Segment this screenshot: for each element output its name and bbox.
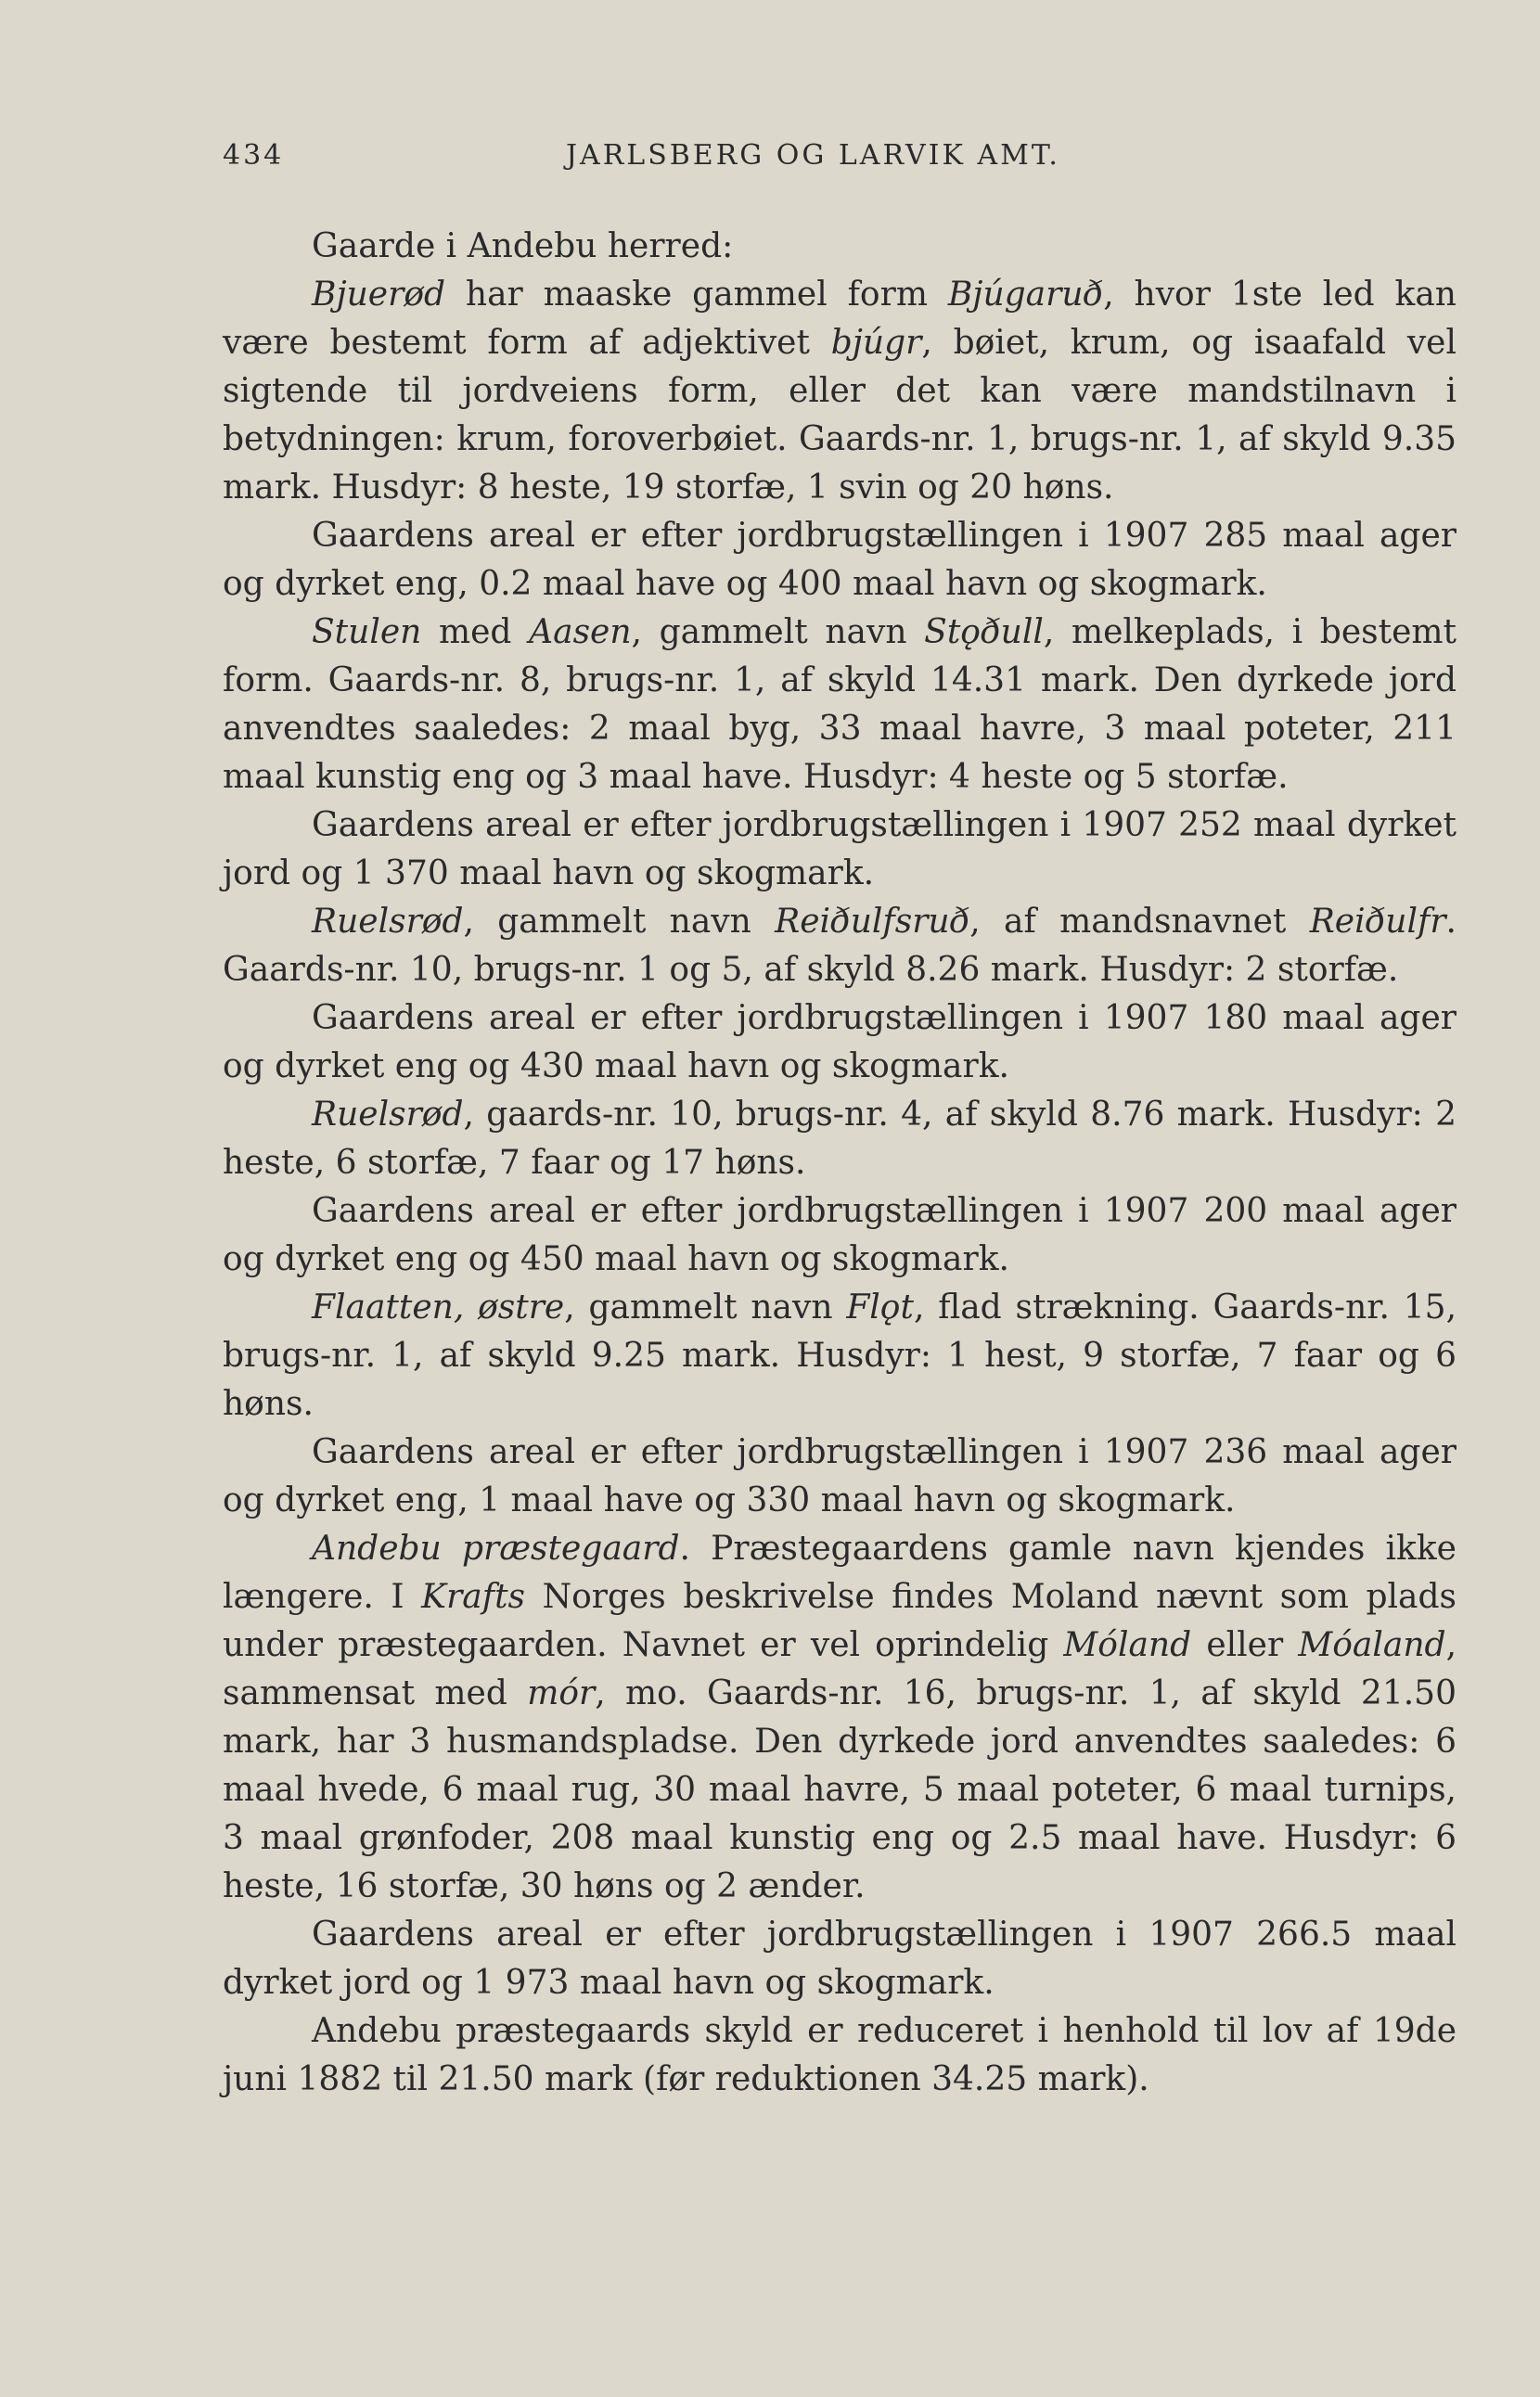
text-run: . Gaards-nr. 10, brugs-nr. 1 og 5, af skyld 8.26 mark. Husdyr: 2 storfæ. [223, 903, 1457, 989]
italic-term: Móland [1063, 1626, 1192, 1664]
text-run: har maaske gammel form [445, 276, 948, 314]
paragraph-ruelsrod-1-areal [223, 994, 1457, 1091]
paragraph-stulen [223, 609, 1457, 801]
paragraph-bjuerod [223, 271, 1457, 512]
text-run: Norges beskrivelse findes Moland nævnt som plads under præstegaarden. Navnet er vel oprindelig [223, 1578, 1457, 1664]
text-run: , flad strækning. Gaards-nr. 15, brugs-nr. 1, af skyld 9.25 mark. Husdyr: 1 hest, 9 storfæ, 7 faar og 6 høns. [223, 1288, 1457, 1423]
italic-term: Reiðulfsruð [775, 903, 970, 941]
paragraph-praestegaard-areal [223, 1911, 1457, 2007]
italic-term: Andebu præstegaard [312, 1530, 680, 1568]
italic-term: Krafts [421, 1578, 526, 1616]
text-run: , mo. Gaards-nr. 16, brugs-nr. 1, af skyld 21.50 mark, har 3 husmandspladse. Den dyrkede jord anvendtes saaledes: 6 maal hvede, 6 maal rug, 30 maal havre, 5 maal poteter, 6 maal turnips, 3 maal grønfoder, 208 maal kunstig eng og 2.5 maal have. Husdyr: 6 heste, 16 storfæ, 30 høns og 2 ænder. [223, 1674, 1457, 1905]
paragraph-stulen-areal [223, 801, 1457, 898]
italic-term: bjúgr [830, 324, 922, 362]
text-run: , hvor 1ste led kan være bestemt form af adjektivet [223, 276, 1457, 362]
text-run: , melkeplads, i bestemt form. Gaards-nr. 8, brugs-nr. 1, af skyld 14.31 mark. Den dyrkede jord anvendtes saaledes: 2 maal byg, 33 maal havre, 3 maal poteter, 211 maal kunstig eng og 3 maal have. Husdyr: 4 heste og 5 storfæ. [223, 613, 1457, 796]
text-run: Gaardens areal er efter jordbrugstællingen i 1907 180 maal ager og dyrket eng og 430 maal havn og skogmark. [223, 999, 1457, 1085]
text-run: , bøiet, krum, og isaafald vel sigtende til jordveiens form, eller det kan være mandstilnavn i betydningen: krum, foroverbøiet. Gaards-nr. 1, brugs-nr. 1, af skyld 9.35 mark. Husdyr: 8 heste, 19 storfæ, 1 svin og 20 høns. [223, 324, 1457, 506]
italic-term: Bjuerød [312, 276, 446, 314]
italic-term: Bjúgaruð [947, 276, 1104, 314]
paragraph-praestegaard-skyld [223, 2007, 1457, 2104]
page-number: 434 [223, 139, 285, 172]
italic-term: Stǫðull [924, 613, 1044, 651]
text-run: Gaarde i Andebu herred: [312, 227, 734, 265]
page-header [223, 139, 1457, 186]
italic-term: Flaatten, østre [312, 1288, 565, 1327]
paragraph-ruelsrod-2 [223, 1091, 1457, 1187]
italic-term: Stulen [312, 613, 422, 651]
text-run: Gaardens areal er efter jordbrugstællingen i 1907 252 maal dyrket jord og 1 370 maal havn og skogmark. [223, 806, 1457, 892]
text-run: Gaardens areal er efter jordbrugstællingen i 1907 236 maal ager og dyrket eng, 1 maal have og 330 maal havn og skogmark. [223, 1433, 1457, 1519]
text-run: Andebu præstegaards skyld er reduceret i henhold til lov af 19de juni 1882 til 21.50 mark (før reduktionen 34.25 mark). [223, 2012, 1457, 2098]
text-run: , gammelt navn [631, 613, 925, 651]
paragraph-flaatten [223, 1284, 1457, 1429]
body-text [223, 223, 1457, 2104]
text-run: med [421, 613, 530, 651]
italic-term: Ruelsrød [312, 903, 464, 941]
italic-term: Aasen [529, 613, 632, 651]
paragraph-ruelsrod-1 [223, 898, 1457, 994]
text-run: , gaards-nr. 10, brugs-nr. 4, af skyld 8.76 mark. Husdyr: 2 heste, 6 storfæ, 7 faar og 17 høns. [223, 1096, 1457, 1182]
text-run: , af mandsnavnet [969, 903, 1310, 941]
paragraph-ruelsrod-2-areal [223, 1187, 1457, 1284]
paragraph-bjuerod-areal [223, 512, 1457, 609]
text-run: , gammelt navn [564, 1288, 847, 1327]
text-run: Gaardens areal er efter jordbrugstællingen i 1907 266.5 maal dyrket jord og 1 973 maal havn og skogmark. [223, 1916, 1457, 2002]
text-run: , gammelt navn [463, 903, 776, 941]
italic-term: mór [527, 1674, 596, 1712]
paragraph-andebu-praestegaard [223, 1525, 1457, 1911]
paragraph-flaatten-areal [223, 1429, 1457, 1525]
italic-term: Flǫt [846, 1288, 914, 1327]
text-run: , sammensat med [223, 1626, 1457, 1712]
italic-term: Móaland [1298, 1626, 1446, 1664]
paragraph-intro [223, 223, 1457, 271]
text-run: eller [1191, 1626, 1299, 1664]
running-head: JARLSBERG OG LARVIK AMT. [566, 139, 1060, 172]
italic-term: Ruelsrød [312, 1096, 464, 1134]
text-run: Gaardens areal er efter jordbrugstællingen i 1907 200 maal ager og dyrket eng og 450 maal havn og skogmark. [223, 1192, 1457, 1278]
italic-term: Reiðulfr [1309, 903, 1446, 941]
text-run: Gaardens areal er efter jordbrugstællingen i 1907 285 maal ager og dyrket eng, 0.2 maal have og 400 maal havn og skogmark. [223, 517, 1457, 603]
text-run: . Præstegaardens gamle navn kjendes ikke længere. I [223, 1530, 1457, 1616]
